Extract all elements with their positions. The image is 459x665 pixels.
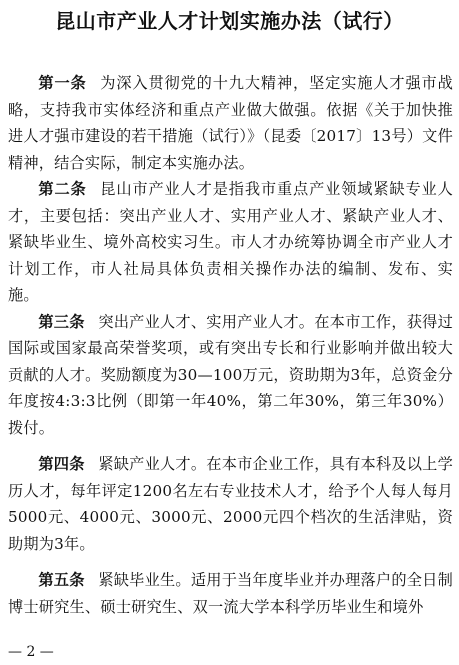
article-1 xyxy=(8,70,453,176)
article-5-text: 紧缺毕业生。适用于当年度毕业并办理落户的全日制博士研究生、硕士研究生、双一流大学本科学历毕业生和境外 xyxy=(8,571,453,616)
article-2-text: 昆山市产业人才是指我市重点产业领域紧缺专业人才，主要包括：突出产业人才、实用产业人才、紧缺产业人才、紧缺毕业生、境外高校实习生。市人才办统筹协调全市产业人才计划工作，市人社局具体负责相关操作办法的编制、发布、实施。 xyxy=(8,180,453,304)
article-3 xyxy=(8,309,453,442)
article-4-text: 紧缺产业人才。在本市企业工作，具有本科及以上学历人才，每年评定1200名左右专业技术人才，给予个人每人每月5000元、4000元、3000元、2000元四个档次的生活津贴，资助期为3年。 xyxy=(8,455,453,553)
article-3-text: 突出产业人才、实用产业人才。在本市工作，获得过国际或国家最高荣誉奖项，或有突出专长和行业影响并做出较大贡献的人才。奖励额度为30—100万元，资助期为3年，总资金分年度按4:3:3比例（即第一年40%，第二年30%，第三年30%）拨付。 xyxy=(8,312,453,437)
article-4-label: 第四条 xyxy=(38,455,85,473)
article-2 xyxy=(8,176,453,309)
article-3-label: 第三条 xyxy=(38,312,85,331)
article-5-label: 第五条 xyxy=(38,571,85,589)
article-4 xyxy=(8,451,453,557)
page-number: — 2 — xyxy=(8,644,54,660)
article-1-label: 第一条 xyxy=(38,74,87,92)
article-5 xyxy=(8,567,453,620)
document-title: 昆山市产业人才计划实施办法（试行） xyxy=(55,9,404,33)
article-1-text: 为深入贯彻党的十九大精神，坚定实施人才强市战略，支持我市实体经济和重点产业做大做强。依据《关于加快推进人才强市建设的若干措施（试行）》（昆委〔2017〕13号）文件精神，结合实际，制定本实施办法。 xyxy=(8,74,453,172)
document-body xyxy=(8,70,453,620)
article-2-label: 第二条 xyxy=(38,180,87,198)
